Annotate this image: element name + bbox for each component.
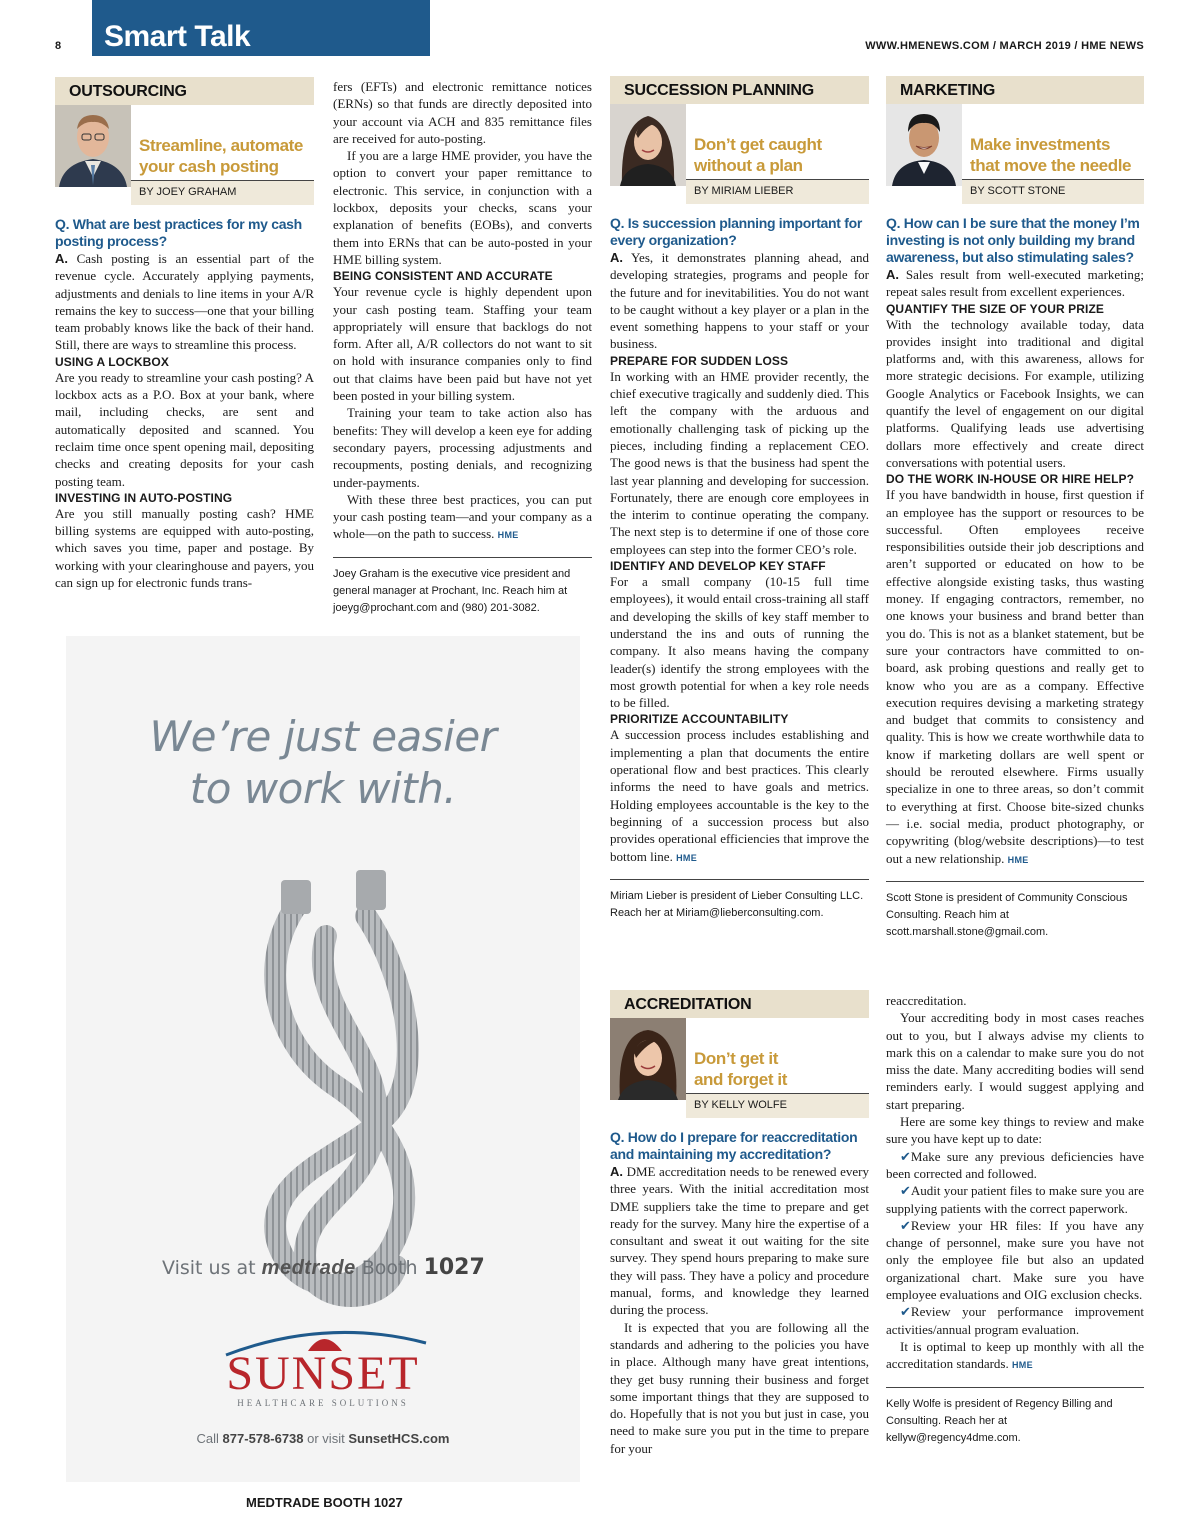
running-head: WWW.HMENEWS.COM / MARCH 2019 / HME NEWS bbox=[865, 40, 1144, 52]
medtrade-logo: medtrade bbox=[261, 1257, 356, 1279]
outsourcing-column-2 bbox=[333, 78, 592, 617]
subhead: QUANTIFY THE SIZE OF YOUR PRIZE bbox=[886, 301, 1105, 316]
article-headline: Don’t get it and forget it bbox=[694, 1049, 788, 1089]
category-tab bbox=[610, 990, 869, 1018]
byline: BY JOEY GRAHAM bbox=[131, 180, 314, 205]
section-banner bbox=[92, 0, 430, 56]
marketing-column bbox=[886, 76, 1144, 941]
article-headline: Streamline, automate your cash posting bbox=[139, 136, 303, 176]
category-label: SUCCESSION PLANNING bbox=[624, 82, 814, 99]
ad-caption: MEDTRADE BOOTH 1027 bbox=[246, 1495, 403, 1510]
contact-line: Call 877-578-6738 or visit SunsetHCS.com bbox=[196, 1431, 450, 1446]
subhead: BEING CONSISTENT AND ACCURATE bbox=[333, 269, 553, 284]
checklist-item: ✔Audit your patient files to make sure you are supplying patients with the correct paperwork. bbox=[886, 1183, 1144, 1216]
author-photo bbox=[886, 104, 962, 186]
paragraph: Are you ready to streamline your cash posting? A lockbox acts as a P.O. Box at your bank, where mail, including checks, are sent and automatically deposited and scanned. You reclaim time once spent opening mail, depositing checks and creating deposits for your cash posting team. bbox=[55, 369, 314, 489]
checklist-item: ✔Review your HR files: If you have any change of personnel, make sure you have not only the employee file but also an updated organizational chart. Make sure you have employee evaluations and OIG exclusion checks. bbox=[886, 1217, 1144, 1303]
paragraph: With the technology available today, data provides insight into traditional and digital platforms and, with this awareness, allows for more strategic decisions. For example, utilizing Google Analytics or Facebook Insights, we can quantify the level of engagement on our digital platforms. Qualifying leads use advertising dollars more effectively and create direct conversations with potential users. bbox=[886, 316, 1144, 470]
accreditation-header bbox=[610, 990, 869, 1123]
author-photo bbox=[55, 105, 131, 187]
category-tab bbox=[886, 76, 1144, 104]
category-label: OUTSOURCING bbox=[69, 83, 187, 100]
medtrade-booth-line: Visit us at medtrade Booth 1027 bbox=[162, 1255, 485, 1280]
paragraph: A succession process includes establishing and implementing a plan that documents the entire operational flow and best practices. This clearly informs the need to have goals and metrics. Holding employees accountable is the key to the beginning of a succession process but also provides operational efficiencies that improve the bottom line. HME bbox=[610, 727, 869, 864]
answer-paragraph: A. Cash posting is an essential part of the revenue cycle. Accurately applying payments, adjustments and denials to line items in your A/R remains the key to success—one that your billing team probably knows like the back of their hand. Still, there are ways to streamline this process. bbox=[55, 251, 314, 353]
check-icon: ✔ bbox=[900, 1148, 911, 1164]
subhead: IDENTIFY AND DEVELOP KEY STAFF bbox=[610, 559, 826, 574]
paragraph: If you are a large HME provider, you have the option to convert your paper remittance to electronic. This service, in conjunction with a lockbox, deposits your checks, scans your explanation of benefits (EOBs), and converts them into ERNs that can be auto-posted in your HME billing system. bbox=[333, 148, 592, 267]
checklist-item: ✔Review your performance improvement activities/annual program evaluation. bbox=[886, 1304, 1144, 1337]
subhead: DO THE WORK IN-HOUSE OR HIRE HELP? bbox=[886, 472, 1135, 487]
article-headline: Don’t get caught without a plan bbox=[694, 135, 822, 175]
question: Q. Is succession planning important for every organization? bbox=[610, 215, 863, 248]
check-icon: ✔ bbox=[900, 1183, 911, 1199]
paragraph: Here are some key things to review and make sure you have kept up to date: bbox=[886, 1114, 1144, 1147]
question: Q. How can I be sure that the money I’m investing is not only building my brand awareness, but also stimulating sales? bbox=[886, 215, 1140, 265]
byline: BY MIRIAM LIEBER bbox=[686, 179, 869, 204]
subhead: PREPARE FOR SUDDEN LOSS bbox=[610, 353, 789, 368]
subhead: PRIORITIZE ACCOUNTABILITY bbox=[610, 712, 789, 727]
question: Q. What are best practices for my cash posting process? bbox=[55, 216, 302, 249]
paragraph: It is expected that you are following all the standards and adhering to the policies you have in place. Although many have great intentions, they get busy running their business and forget some important things that they are supposed to do. Hopefully that is not you but just in case, you need to make sure you put in the time to prepare for your bbox=[610, 1319, 869, 1456]
subhead: USING A LOCKBOX bbox=[55, 354, 169, 369]
question: Q. How do I prepare for reaccreditation and maintaining my accreditation? bbox=[610, 1129, 858, 1162]
category-tab bbox=[55, 77, 314, 105]
author-bio: Miriam Lieber is president of Lieber Consulting LLC. Reach her at Miriam@lieberconsulting.com. bbox=[610, 879, 869, 922]
succession-header bbox=[610, 76, 869, 209]
sunset-logo-name: SUNSET bbox=[226, 1347, 420, 1400]
sunset-advertisement bbox=[66, 636, 580, 1482]
answer-paragraph: A. Sales result from well-executed marketing; repeat sales result from excellent experiences. bbox=[886, 267, 1144, 300]
paragraph: Are you still manually posting cash? HME billing systems are equipped with auto-posting, which saves you time, paper and postage. By working with your clearinghouse and payers, you can sign up for electronic funds trans- bbox=[55, 505, 314, 591]
accreditation-column-2 bbox=[886, 992, 1144, 1447]
section-title: Smart Talk bbox=[104, 20, 251, 53]
byline: BY SCOTT STONE bbox=[962, 179, 1144, 204]
end-mark: HME bbox=[497, 530, 519, 541]
category-label: MARKETING bbox=[900, 82, 996, 99]
answer-paragraph: A. DME accreditation needs to be renewed every three years. With the initial accreditation most DME suppliers take the time to prepare and get ready for the survey. Many hire the expertise of a consultant and sweat it out waiting for the site survey. They spend hours preparing to make sure they will pass. They have a policy and procedure manual, forms, and knowledge they learned during the process. bbox=[610, 1164, 869, 1318]
succession-column bbox=[610, 76, 869, 922]
subhead: INVESTING IN AUTO-POSTING bbox=[55, 490, 233, 505]
paragraph: With these three best practices, you can put your cash posting team—and your company as a whole—on the path to success. HME bbox=[333, 491, 592, 542]
article-headline: Make investments that move the needle bbox=[970, 135, 1132, 175]
outsourcing-column-1 bbox=[55, 77, 314, 591]
page-number: 8 bbox=[55, 40, 62, 52]
outsourcing-header bbox=[55, 77, 314, 210]
answer-paragraph: A. Yes, it demonstrates planning ahead, and developing strategies, programs and people for the future and for inevitabilities. You do not want to be caught without a key player or a plan in the event something happens to your staff or your business. bbox=[610, 250, 869, 352]
category-label: ACCREDITATION bbox=[624, 996, 752, 1013]
author-bio: Joey Graham is the executive vice president and general manager at Prochant, Inc. Reach him at joeyg@prochant.com and (980) 201-3082. bbox=[333, 557, 592, 617]
check-icon: ✔ bbox=[900, 1304, 911, 1320]
paragraph: reaccreditation. bbox=[886, 993, 967, 1008]
author-bio: Kelly Wolfe is president of Regency Billing and Consulting. Reach her at kellyw@regency4dme.com. bbox=[886, 1387, 1144, 1447]
paragraph: Training your team to take action also has benefits: They will develop a keen eye for adding secondary payers, processing adjustments and recoupments, posting denials, and recognizing under-payments. bbox=[333, 405, 592, 490]
checklist-item: ✔Make sure any previous deficiencies have been corrected and followed. bbox=[886, 1148, 1144, 1181]
author-photo bbox=[610, 104, 686, 186]
ad-tagline-line-1: We’re just easier bbox=[149, 712, 497, 761]
paragraph: It is optimal to keep up monthly with all the accreditation standards. HME bbox=[886, 1338, 1144, 1372]
check-icon: ✔ bbox=[900, 1217, 911, 1233]
paragraph: If you have bandwidth in house, first question if an employee has the support or resources to be successful. Often employees receive responsibilities outside their job descriptions and aren’t supported or educated on how to be effective alongside existing tasks, thus wasting money. If engaging contractors, remember, no one knows your business and brand better than you do. This is not as a blanket statement, but be sure your contractors have committed to on-board, ask probing questions and really get to know who you are as a company. Effective execution requires devising a marketing strategy and budget that commits to consistency and quality. This is how we create worthwhile data to know if marketing dollars are well spent or should be rerouted elsewhere. Firms usually specialize in one to three areas, so don’t commit to everything at first. Choose bite-sized chunks— i.e. social media, product photography, or copywriting (blog/website descriptions)—to test out a new relationship. HME bbox=[886, 487, 1144, 866]
end-mark: HME bbox=[1011, 1360, 1033, 1371]
end-mark: HME bbox=[1007, 854, 1029, 865]
ad-tagline-line-2: to work with. bbox=[189, 764, 457, 813]
author-photo bbox=[610, 1018, 686, 1100]
author-bio: Scott Stone is president of Community Conscious Consulting. Reach him at scott.marshall.stone@gmail.com. bbox=[886, 881, 1144, 941]
category-tab bbox=[610, 76, 869, 104]
byline: BY KELLY WOLFE bbox=[686, 1093, 869, 1118]
paragraph: In working with an HME provider recently, the chief executive tragically and suddenly died. This left the company with the arduous and emotionally challenging task of picking up the pieces, including finding a replacement CEO. The good news is that the business had spent the last year planning and developing for succession. Fortunately, there are enough core employees in the interim to continue operating the company. The next step is to determine if one of those core employees can step into the former CEO’s role. bbox=[610, 368, 869, 557]
paragraph: Your revenue cycle is highly dependent upon your cash posting team. Staffing your team appropriately will ensure that backlogs do not form. After all, A/R collectors do not want to sit on hold with insurance companies only to find out that claims have been paid but have not yet been posted in your billing system. bbox=[333, 284, 592, 404]
accreditation-column-1 bbox=[610, 990, 869, 1457]
sunset-logo-subtitle: HEALTHCARE SOLUTIONS bbox=[237, 1398, 409, 1408]
paragraph: For a small company (10-15 full time employees), it would entail cross-training all staff and developing the skills of key staff member to understand the ins and outs of running the company. It also means having the company leader(s) identify the strong employees with the most growth potential for when a key role needs to be filled. bbox=[610, 574, 869, 711]
marketing-header bbox=[886, 76, 1144, 209]
end-mark: HME bbox=[676, 852, 697, 863]
paragraph: fers (EFTs) and electronic remittance notices (ERNs) so that funds are directly deposited into your account via ACH and 835 remittance files are received for auto-posting. bbox=[333, 79, 592, 146]
paragraph: Your accrediting body in most cases reaches out to you, but I always advise my clients to mark this on a calendar to make sure you do not miss the date. Many accrediting bodies will send reminders early. I would suggest applying and start preparing. bbox=[886, 1010, 1144, 1112]
